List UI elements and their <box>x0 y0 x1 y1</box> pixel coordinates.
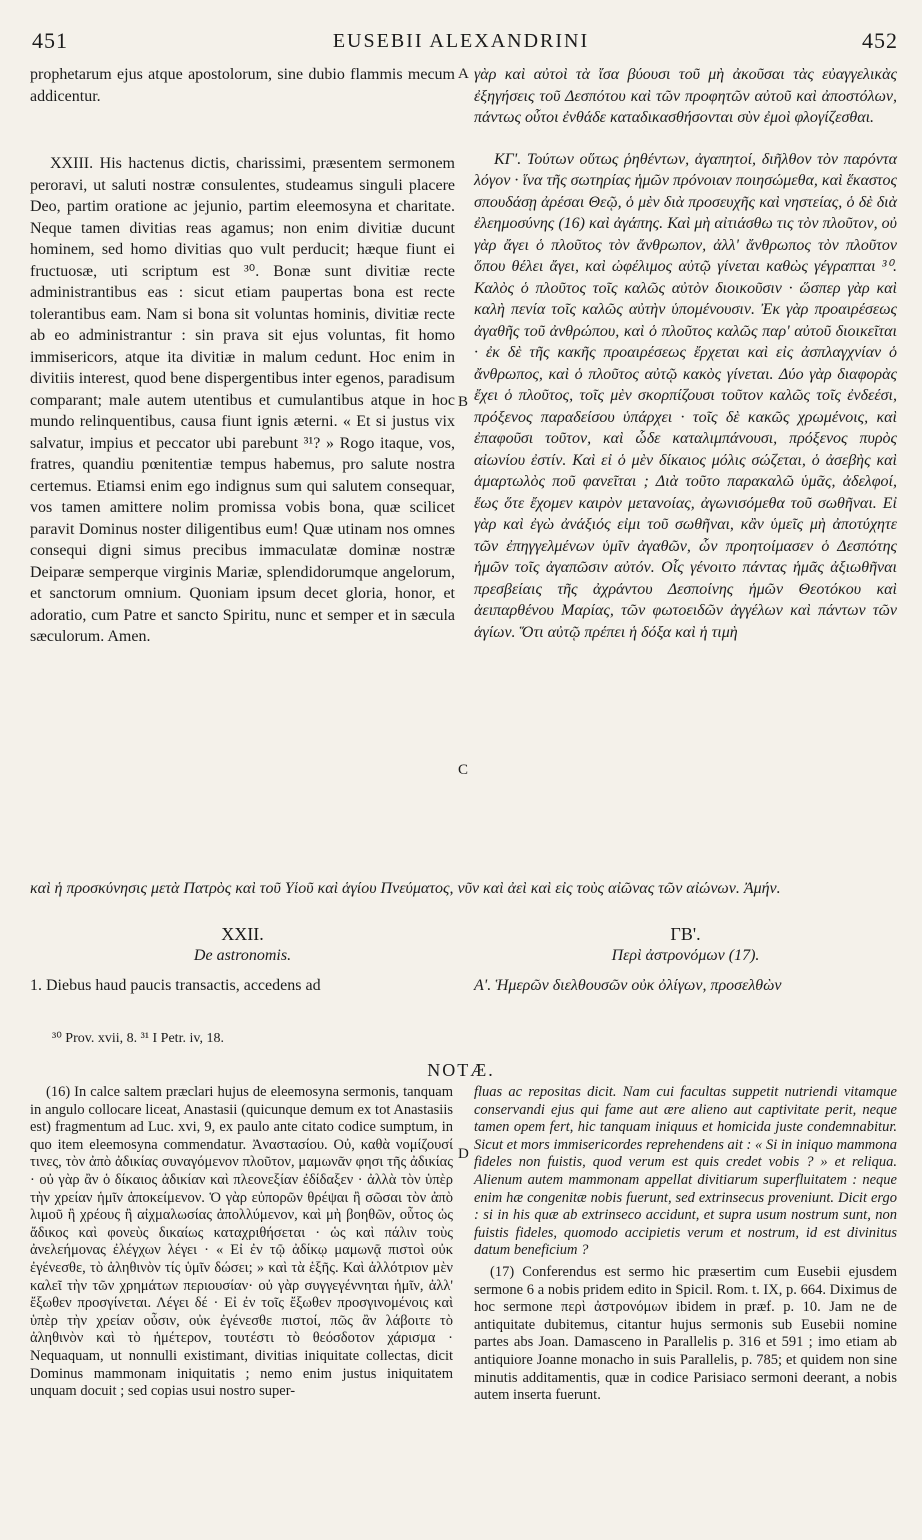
note-paragraph: (17) Conferendus est sermo hic præsertim cum Eusebii ejusdem sermone 6 a nobis pridem edito in Spicil. Rom. t. IX, p. 664. Diximus de hoc sermone περὶ ἀστρονόμων ibidem in præf. p. 10. Jam ne de antiquitate dubitemus, citantur hujus sermonis sub Eusebii nomine partes abs Joan. Damasceno in Parallelis p. 316 et 591 ; imo etiam ab antiquiore Joanne monacho in suis Parallelis, p. 785; et quidem non sine minutis additamentis, quæ in codice Parisiaco sermoni deerant, a nobis autem inserta fuerunt. <box>474 1263 897 1404</box>
margin-letter-a: A <box>458 66 469 82</box>
right-page-number: 452 <box>862 28 898 53</box>
notes-title: NOTÆ. <box>427 1060 495 1080</box>
latin-section-first-line: 1. Diebus haud paucis transactis, accedens ad <box>30 977 321 994</box>
latin-column <box>30 64 455 648</box>
note-paragraph: (16) In calce saltem præclari hujus de eleemosyna sermonis, tanquam in angulo collocare liceat, Anastasii (quicunque demum ex tot Anastasiis est) fragmentum ad Luc. xvi, 9, ex paulo ante citato codice sumptum, in quo item eleemosyna commendatur. Ἀναστασίου. Οὐ, καθὰ νομίζουσί τινες, τὸν ἀπὸ ἀδικίας συναγόμενον πλοῦτον, μαμωνᾶν φησι τῆς ἀδικίας · οὐ γὰρ ἂν ὁ δίκαιος ἀδικίαν καὶ πλεονεξίαν ἐδίδαξεν · ἀλλὰ τὸν ὑπὲρ τὴν χρείαν ἡμῖν ἀποκείμενον. Ὁ γὰρ εὐπορῶν θρέψαι ἢ σῶσαι τὸν ἀπὸ λιμοῦ ἢ χρέους ἢ αἰχμαλωσίας ἀπολλύμενον, καὶ μὴ βοηθῶν, οὗτος ὡς ἄδικος καὶ φονεὺς δικαίως καταχριθήσεται · ὡς καὶ πάλιν τοὺς ἀνελεήμονας ἐλέγχων λέγει · « Εἰ ἐν τῷ ἀδίκῳ μαμωνᾷ πιστοὶ οὐκ ἐγένεσθε, τὸ ἀληθινὸν τίς ὑμῖν δώσει; » καὶ τὰ ἑξῆς. Καὶ ἀλλότριον μὲν καλεῖ τὴν τῶν χρημάτων περιουσίαν· οὐ γὰρ συγγεγέννηται ἡμῖν, ἀλλ' ἔξωθεν προσγίνεται. Λέγει δέ · Εἰ ἐν τοῖς ἔξωθεν προσγινομένοις καὶ ὑπὲρ τὴν χρείαν οὖσιν, οὐκ ἐγένεσθε πιστοί, πῶς ἂν λάβοιτε τὸ ἀληθινὸν καὶ τὸ ἡμέτερον, τουτέστι τὸ θεόσδοτον χάρισμα · Nequaquam, ut nonnulli existimant, divitias iniquitate collectas, dicit Dominus mammonam iniquitatis ; nemo enim justus iniquitatem unquam docuit ; sed copias usui nostro super- <box>30 1084 453 1400</box>
greek-paragraph: γὰρ καὶ αὐτοὶ τὰ ἴσα βύουσι τοῦ μὴ ἀκοῦσαι τὰς εὐαγγελικὰς ἐξηγήσεις τοῦ Δεσπότου καὶ τῶν προφητῶν αὐτοῦ καὶ ἀποστόλων, πάντως οὗτοι ἐνθάδε καταδικασθήσονται σὺν ἐμοὶ φλογίζεσθαι. <box>474 66 897 126</box>
latin-paragraph: XXIII. His hactenus dictis, charissimi, præsentem sermonem peroravi, ut saluti nostræ consulentes, studeamus singuli placere Deo, partim oratione ac jejunio, partim eleemosyna et charitate. Neque tamen divitias reas agamus; non enim divitiæ ducunt hominem, sed homo divitias quo vult perducit; hæque fiunt ei fructuosæ, uti scriptum est ³⁰. Bonæ sunt divitiæ recte administrantibus eas : sicut etiam paupertas bona est recte tolerantibus eam. Nam si bona sit voluntas hominis, divitiæ recte ab eo administrantur : sin prava sit ejus voluntas, fit homo immisericors, atque ita divitiæ in malum cedunt. Hoc enim in divitiis interest, quod bene dispergentibus inter egenos, paradisum comparant; male autem utentibus et cumulantibus atque in hoc mundo relinquentibus, causa fiunt ignis æterni. « Et si justus vix salvatur, impius et peccator ubi parebunt ³¹? » Rogo itaque, vos, fratres, quandiu pœnitentiæ tempus habemus, pro salute nostra certemus. Etiamsi enim ego indignus sum qui salutem consequar, vos tamen amittere nolim promissa vobis bona, quæ scilicet paravit Dominus noster diligentibus eum! Quæ utinam nos omnes consequi digni simus precibus immaculatæ dominæ nostræ Deiparæ semperque virginis Mariæ, splendidorumque angelorum, et sanctorum omnium. Quoniam ipsum decet gloria, honor, et adoratio, cum Patre et sancto Spiritu, nunc et semper et in sæcula sæculorum. Amen. <box>30 155 455 645</box>
notes-right-column <box>474 1084 897 1405</box>
footnote: ³⁰ Prov. xvii, 8. ³¹ I Petr. iv, 18. <box>52 1031 224 1046</box>
page-header <box>0 28 922 58</box>
notes-left-column <box>30 1084 453 1401</box>
greek-closing-line: καὶ ἡ προσκύνησις μετὰ Πατρὸς καὶ τοῦ Υἱοῦ καὶ ἁγίου Πνεύματος, νῦν καὶ ἀεὶ καὶ εἰς τοὺς αἰῶνας τῶν αἰώνων. Ἀμήν. <box>30 880 781 897</box>
running-title: EUSEBII ALEXANDRINI <box>332 30 590 52</box>
greek-paragraph: ΚΓ'. Τούτων οὕτως ῥηθέντων, ἀγαπητοί, διῆλθον τὸν παρόντα λόγον · ἵνα τῆς σωτηρίας ἡμῶν πρόνοιαν ποιησώμεθα, καὶ ἕκαστος σπουδάσῃ ἀρέσαι Θεῷ, ὁ μὲν διὰ προσευχῆς καὶ νηστείας, ὁ δὲ διὰ ἐλεημοσύνης (16) καὶ ἀγάπης. Καὶ μὴ αἰτιάσθω τις τὸν πλοῦτον, οὐ γὰρ ἄγει ὁ πλοῦτος τὸν ἄνθρωπον, ἀλλ' ἄνθρωπος τὸν πλοῦτον ὅπου θέλει ἄγει, καὶ ὠφέλιμος αὐτῷ γίνεται καθὼς γέγραπται ³⁰. Καλὸς ὁ πλοῦτος τοῖς καλῶς αὐτὸν διοικοῦσιν · ὥσπερ γὰρ καὶ καλὴ πενία τοῖς καλῶς αὐτὴν ὑπομένουσιν. Ἐκ γὰρ προαιρέσεως ἀγαθῆς τοῦ ἀνθρώπου, καὶ ὁ πλοῦτος καλῶς παρ' αὐτοῦ διοικεῖται · ἐκ δὲ τῆς κακῆς προαιρέσεως ἔρχεται καὶ εἰς ἀσπλαγχνίαν ὁ ἄνθρωπος, καὶ ὁ πλοῦτος αὐτῷ κακὸς γίνεται. Δύο γὰρ διαφορὰς ἔχει ὁ πλοῦτος, τοῖς μὲν σκορπίζουσι τοῦτον καλῶς τοῖς ἐνδεέσι, πρόξενος παραδείσου ὑπάρχει · τοῖς δὲ κακῶς χρωμένοις, καὶ ἐπαφοῦσι τοῦτον, καὶ ὧδε καταλιμπάνουσι, πρόξενος πυρὸς αἰωνίου ἐστίν. Καὶ εἰ ὁ μὲν δίκαιος μόλις σώζεται, ὁ ἀσεβὴς καὶ ἁμαρτωλὸς ποῦ φανεῖται ; Διὰ τοῦτο παρακαλῶ ὑμᾶς, ἀδελφοί, ἕως ὅτε ἔχομεν καιρὸν μετανοίας, ἀγωνισόμεθα τοῦ σωθῆναι. Εἰ γὰρ καὶ ἐγὼ ἀνάξιός εἰμι τοῦ σωθῆναι, κἂν ὑμεῖς μὴ ἀποτύχητε τῶν ἐπηγγελμένων ὑμῖν ἀγαθῶν, ὧν προητοίμασεν ὁ Δεσπότης ἡμῶν τοῖς ἀγαπῶσιν αὐτόν. Οἷς γένοιτο πάντας ἡμᾶς ἀξιωθῆναι πρεσβείαις τῆς ἀχράντου Δεσποίνης ἡμῶν Θεοτόκου καὶ ἀειπαρθένου Μαρίας, τῶν φωτοειδῶν ἀγγέλων καὶ πάντων τῶν ἁγίων. Ὅτι αὐτῷ πρέπει ἡ δόξα καὶ ἡ τιμὴ <box>474 150 897 641</box>
section-heading: Περὶ ἀστρονόμων (17). <box>611 947 760 964</box>
greek-column <box>474 64 897 643</box>
note-paragraph: fluas ac repositas dicit. Nam cui facultas suppetit nutriendi vitamque conservandi ejus qui fame aut ære alieno aut captivitate perit, neque tamen opem fert, hic tanquam iniquus et homicida juste condemnabitur. Sicut et mors immisericordes reprehendens ait : « Si in iniquo mammona fideles non fuistis, quod verum est quis credet vobis ? » et reliqua. Alienum autem mammonam appellat divitiarum superfluitatem : neque enim hæ congenitæ nobis fuerunt, sed extrinsecus proveniunt. Dicit ergo : si in his quæ ab extrinseco accidunt, et supra usum nostrum sunt, non fuistis fideles, quomodo accipietis verum et nostrum, id est divinitus datum beneficium ? <box>474 1084 897 1259</box>
section-number: ΓΒ'. <box>670 924 701 944</box>
section-number: XXII. <box>221 924 264 944</box>
greek-section-first-line: Α'. Ἡμερῶν διελθουσῶν οὐκ ὀλίγων, προσελθὼν <box>474 977 782 994</box>
latin-section-title <box>30 924 455 965</box>
margin-letter-d: D <box>458 1146 469 1162</box>
greek-section-title <box>474 924 897 965</box>
left-page-number: 451 <box>32 28 68 53</box>
margin-letter-b: B <box>458 394 469 410</box>
latin-paragraph: prophetarum ejus atque apostolorum, sine dubio flammis mecum addicentur. <box>30 66 455 105</box>
margin-letter-c: C <box>458 762 469 778</box>
section-heading: De astronomis. <box>193 947 292 964</box>
